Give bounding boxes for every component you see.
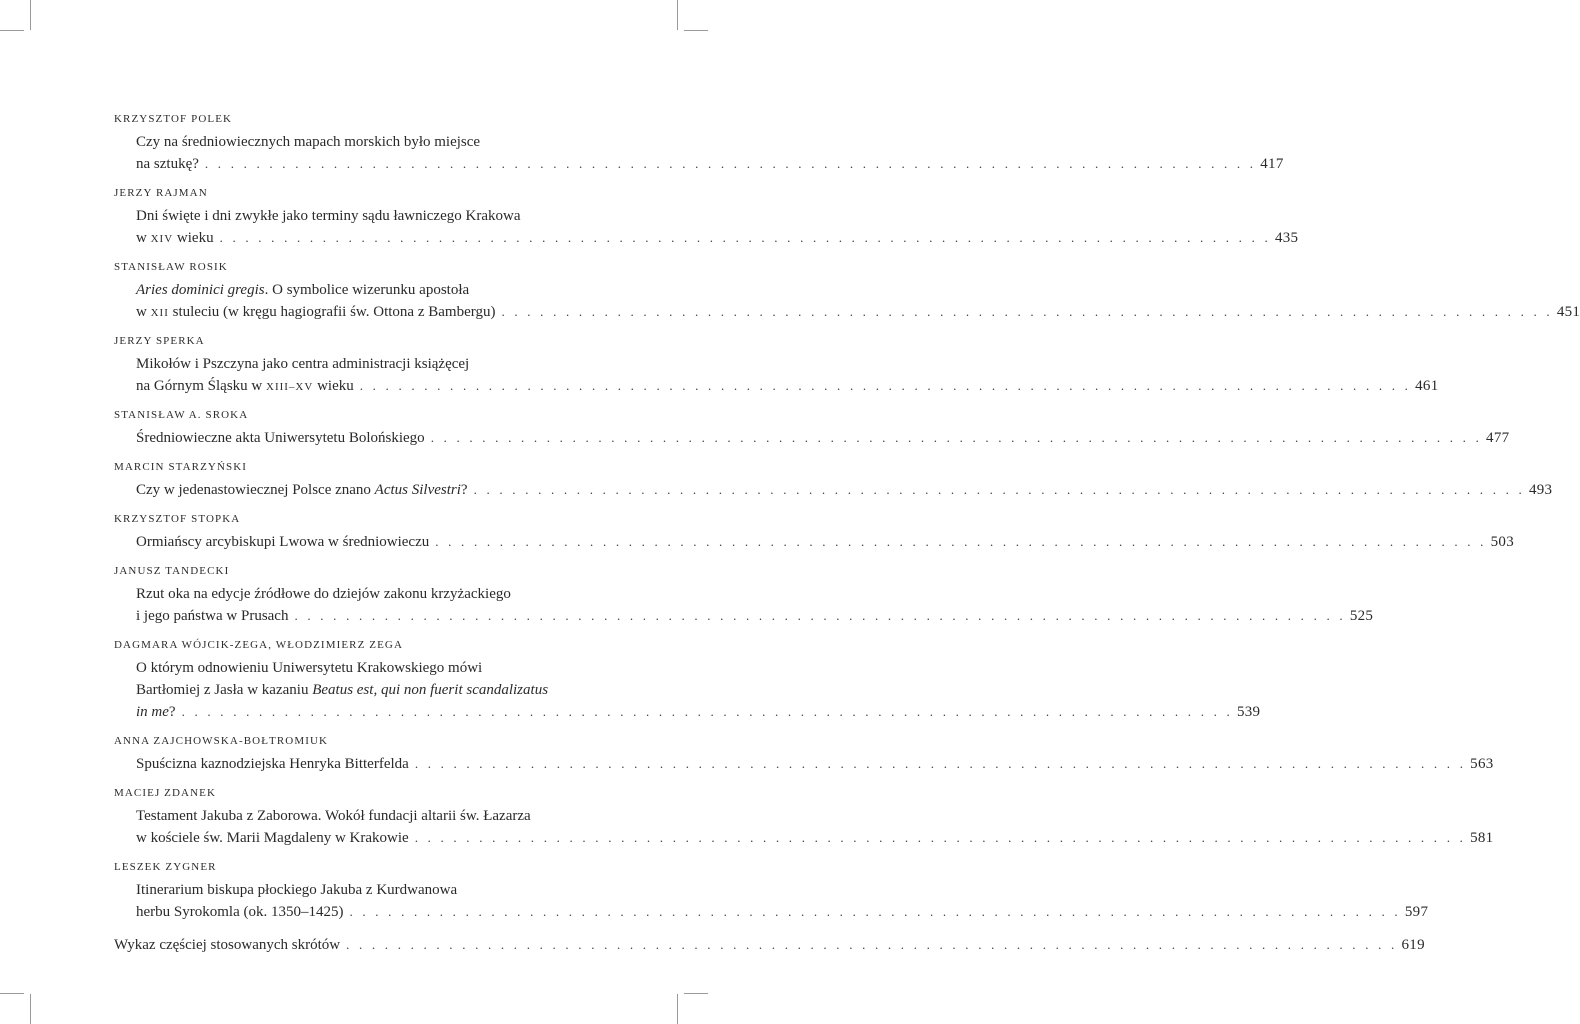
author-name: DAGMARA WÓJCIK-ZEGA, WŁODZIMIERZ ZEGA xyxy=(114,639,403,651)
title-text: Średniowieczne akta Uniwersytetu Bolońskiego xyxy=(136,430,425,446)
author-name: JANUSZ TANDECKI xyxy=(114,565,230,577)
crop-mark-bottom-right-h xyxy=(684,993,708,994)
title-line: Itinerarium biskupa płockiego Jakuba z Kurdwanowa xyxy=(136,882,458,898)
page-number: 539 xyxy=(1236,704,1261,720)
title-text: Spuścizna kaznodziejska Henryka Bitterfelda xyxy=(136,756,409,772)
toc-entry xyxy=(114,186,1299,249)
dot-leader: . . . . . . . . . . . . . . . . . . . . . . . . . . . . . . . . . . . . . . . . . . . . . . . . . . . . . . . . . . . . . . . . . . . . . . . . . . . . . . . . . . xyxy=(414,830,1467,845)
title-text: Ormiańscy arcybiskupi Lwowa w średniowieczu xyxy=(136,534,430,550)
page-number: 435 xyxy=(1274,230,1299,246)
title-last-line[interactable] xyxy=(114,227,1299,249)
title-text: herbu Syrokomla (ok. 1350–1425) xyxy=(136,904,344,920)
page-number: 477 xyxy=(1486,430,1510,446)
toc-entry xyxy=(114,860,1429,923)
page-number: 597 xyxy=(1404,904,1429,920)
title-last-line[interactable] xyxy=(114,427,1510,449)
author-name: MACIEJ ZDANEK xyxy=(114,787,216,799)
title-line: Mikołów i Pszczyna jako centra administracji książęcej xyxy=(136,356,470,372)
author-name: STANISŁAW A. SROKA xyxy=(114,409,249,421)
title-line: Rzut oka na edycje źródłowe do dziejów zakonu krzyżackiego xyxy=(136,586,511,602)
toc-entry xyxy=(114,638,1261,723)
roman-numeral: XII xyxy=(150,307,169,319)
title-text: na sztukę? xyxy=(136,156,199,172)
toc-entry xyxy=(114,112,1284,175)
title-last-line[interactable] xyxy=(114,375,1439,397)
title-line: Bartłomiej z Jasła w kazaniu Beatus est, qui non fuerit scandalizatus xyxy=(136,682,549,698)
dot-leader: . . . . . . . . . . . . . . . . . . . . . . . . . . . . . . . . . . . . . . . . . . . . . . . . . . . . . . . . . . . . . . . . . . . . . . . . . . . . . . . . . . xyxy=(501,304,1553,319)
dot-leader: . . . . . . . . . . . . . . . . . . . . . . . . . . . . . . . . . . . . . . . . . . . . . . . . . . . . . . . . . . . . . . . . . . . . . . . . . . . . . . . . . . xyxy=(219,230,1271,245)
author-name: JERZY RAJMAN xyxy=(114,187,208,199)
dot-leader: . . . . . . . . . . . . . . . . . . . . . . . . . . . . . . . . . . . . . . . . . . . . . . . . . . . . . . . . . . . . . . . . . . . . . . . . . . . . . . . . . . xyxy=(204,156,1257,171)
title-text: w XIV wieku xyxy=(136,230,214,246)
toc-entry xyxy=(114,334,1439,397)
dot-leader: . . . . . . . . . . . . . . . . . . . . . . . . . . . . . . . . . . . . . . . . . . . . . . . . . . . . . . . . . . . . . . . . . . . . . . . . . . . . . . . . . . xyxy=(430,430,1483,445)
page-number: 461 xyxy=(1415,378,1439,394)
title-last-line[interactable] xyxy=(114,701,1261,723)
title-last-line[interactable] xyxy=(114,153,1284,175)
page-number: 503 xyxy=(1490,534,1515,550)
title-line: Testament Jakuba z Zaborowa. Wokół fundacji altarii św. Łazarza xyxy=(136,808,531,824)
title-text: in me? xyxy=(136,704,176,720)
title-last-line[interactable] xyxy=(114,753,1494,775)
title-line: Dni święte i dni zwykłe jako terminy sądu ławniczego Krakowa xyxy=(136,208,521,224)
author-name: LESZEK ZYGNER xyxy=(114,861,217,873)
author-name: KRZYSZTOF STOPKA xyxy=(114,513,241,525)
page-number: 417 xyxy=(1260,156,1284,172)
toc-entry-abbreviations xyxy=(114,934,1425,956)
title-text: i jego państwa w Prusach xyxy=(136,608,289,624)
author-name: ANNA ZAJCHOWSKA-BOŁTROMIUK xyxy=(114,735,329,747)
crop-mark-bottom-left-h xyxy=(0,993,24,994)
toc-entry xyxy=(114,512,1515,553)
title-last-line[interactable] xyxy=(114,531,1515,553)
title-last-line[interactable] xyxy=(114,901,1429,923)
author-name: KRZYSZTOF POLEK xyxy=(114,113,233,125)
toc-entry xyxy=(114,564,1374,627)
dot-leader: . . . . . . . . . . . . . . . . . . . . . . . . . . . . . . . . . . . . . . . . . . . . . . . . . . . . . . . . . . . . . . . . . . . . . . . . . . . . . . . . . . xyxy=(349,904,1401,919)
title-last-line[interactable] xyxy=(114,605,1374,627)
toc-entry xyxy=(114,734,1494,775)
dot-leader: . . . . . . . . . . . . . . . . . . . . . . . . . . . . . . . . . . . . . . . . . . . . . . . . . . . . . . . . . . . . . . . . . . . . . . . . . . . . . . . . . . xyxy=(414,756,1467,771)
title-last-line[interactable] xyxy=(114,479,1553,501)
title-last-line[interactable] xyxy=(114,301,1580,323)
crop-mark-bottom-left-v xyxy=(30,994,31,1024)
roman-numeral: XIII–XV xyxy=(266,381,314,393)
roman-numeral: XIV xyxy=(150,233,174,245)
toc-entry xyxy=(114,408,1510,449)
author-name: STANISŁAW ROSIK xyxy=(114,261,228,273)
title-line: O którym odnowieniu Uniwersytetu Krakowskiego mówi xyxy=(136,660,483,676)
table-of-contents xyxy=(114,112,1580,967)
page-number: 619 xyxy=(1401,937,1425,953)
title-line: Czy na średniowiecznych mapach morskich było miejsce xyxy=(136,134,481,150)
crop-mark-top-left-v xyxy=(30,0,31,30)
toc-entry xyxy=(114,786,1494,849)
crop-mark-top-right-h xyxy=(684,30,708,31)
page-number: 563 xyxy=(1470,756,1494,772)
dot-leader: . . . . . . . . . . . . . . . . . . . . . . . . . . . . . . . . . . . . . . . . . . . . . . . . . . . . . . . . . . . . . . . . . . . . . . . . . . . . . . . . . . xyxy=(473,482,1525,497)
title-text: w XII stuleciu (w kręgu hagiografii św. Ottona z Bambergu) xyxy=(136,304,496,320)
title-last-line[interactable] xyxy=(114,934,1425,956)
crop-mark-top-left-h xyxy=(0,30,24,31)
title-text: w kościele św. Marii Magdaleny w Krakowie xyxy=(136,830,409,846)
title-text: Wykaz częściej stosowanych skrótów xyxy=(114,937,341,953)
dot-leader: . . . . . . . . . . . . . . . . . . . . . . . . . . . . . . . . . . . . . . . . . . . . . . . . . . . . . . . . . . . . . . . . . . . . . . . . . . . . . . . . . . xyxy=(359,378,1412,393)
author-name: MARCIN STARZYŃSKI xyxy=(114,461,248,473)
title-text: Czy w jedenastowiecznej Polsce znano Actus Silvestri? xyxy=(136,482,468,498)
dot-leader: . . . . . . . . . . . . . . . . . . . . . . . . . . . . . . . . . . . . . . . . . . . . . . . . . . . . . . . . . . . . . . . . . . . . . . . . . . . . . . . . . . xyxy=(346,937,1398,952)
dot-leader: . . . . . . . . . . . . . . . . . . . . . . . . . . . . . . . . . . . . . . . . . . . . . . . . . . . . . . . . . . . . . . . . . . . . . . . . . . . . . . . . . . xyxy=(294,608,1346,623)
crop-mark-bottom-right-v xyxy=(677,994,678,1024)
author-name: JERZY SPERKA xyxy=(114,335,205,347)
page-number: 525 xyxy=(1349,608,1374,624)
toc-entry xyxy=(114,460,1553,501)
dot-leader: . . . . . . . . . . . . . . . . . . . . . . . . . . . . . . . . . . . . . . . . . . . . . . . . . . . . . . . . . . . . . . . . . . . . . . . . . . . . . . . . . . xyxy=(181,704,1233,719)
toc-entry xyxy=(114,260,1580,323)
dot-leader: . . . . . . . . . . . . . . . . . . . . . . . . . . . . . . . . . . . . . . . . . . . . . . . . . . . . . . . . . . . . . . . . . . . . . . . . . . . . . . . . . . xyxy=(435,534,1487,549)
title-last-line[interactable] xyxy=(114,827,1494,849)
page-number: 581 xyxy=(1470,830,1494,846)
page-number: 451 xyxy=(1556,304,1580,320)
page-number: 493 xyxy=(1528,482,1553,498)
title-line: Aries dominici gregis. O symbolice wizerunku apostoła xyxy=(136,282,470,298)
title-text: na Górnym Śląsku w XIII–XV wieku xyxy=(136,378,354,394)
crop-mark-top-right-v xyxy=(677,0,678,30)
